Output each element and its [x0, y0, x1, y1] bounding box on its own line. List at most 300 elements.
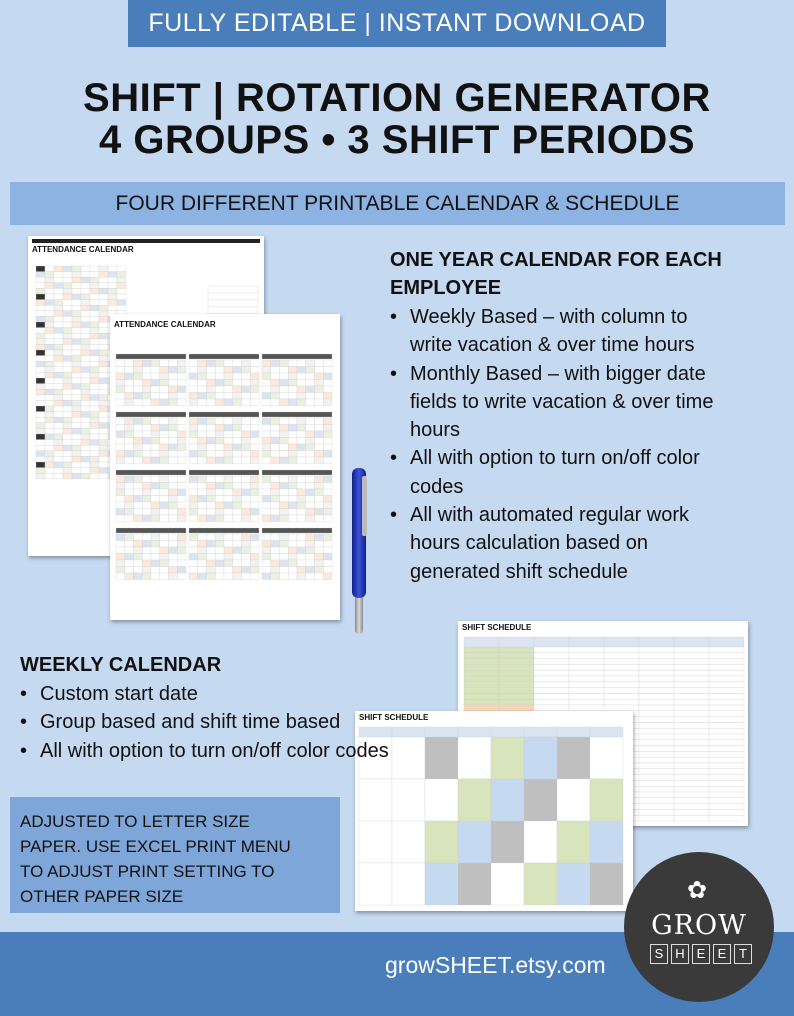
grid-cell	[674, 751, 709, 757]
grid-cell	[215, 425, 224, 432]
grid-cell	[359, 779, 392, 821]
grid-cell	[709, 670, 744, 676]
grid-cell	[215, 496, 224, 503]
grid-cell	[169, 534, 178, 541]
grid-cell	[674, 637, 709, 647]
grid-cell	[54, 339, 63, 345]
grid-cell	[189, 360, 198, 367]
grid-cell	[534, 693, 569, 699]
grid-cell	[151, 560, 160, 567]
grid-cell	[250, 457, 259, 464]
grid-cell	[36, 456, 45, 462]
grid-cell	[142, 496, 151, 503]
grid-cell	[499, 688, 534, 694]
grid-cell	[499, 693, 534, 699]
grid-cell	[99, 266, 108, 272]
grid-cell	[280, 534, 289, 541]
grid-cell	[280, 489, 289, 496]
grid-cell	[590, 863, 623, 905]
grid-cell	[63, 300, 72, 306]
grid-cell	[674, 798, 709, 804]
grid-cell	[709, 705, 744, 711]
grid-cell	[169, 360, 178, 367]
grid-cell	[90, 378, 99, 384]
grid-cell	[45, 266, 54, 272]
grid-cell	[108, 272, 117, 278]
grid-cell	[639, 693, 674, 699]
grid-cell	[81, 440, 90, 446]
grid-cell	[116, 509, 125, 516]
grid-cell	[134, 476, 143, 483]
grid-cell	[151, 393, 160, 400]
grid-cell	[189, 560, 198, 567]
grid-cell	[233, 457, 242, 464]
grid-cell	[177, 502, 186, 509]
grid-cell	[709, 664, 744, 670]
grid-cell	[524, 727, 557, 737]
grid-cell	[177, 554, 186, 561]
grid-cell	[125, 489, 134, 496]
grid-cell	[63, 456, 72, 462]
grid-cell	[315, 431, 324, 438]
grid-cell	[215, 380, 224, 387]
grid-cell	[63, 333, 72, 339]
grid-cell	[207, 367, 216, 374]
grid-cell	[323, 425, 332, 432]
grid-cell	[499, 653, 534, 659]
grid-cell	[142, 393, 151, 400]
grid-cell	[169, 496, 178, 503]
grid-cell	[90, 350, 99, 356]
grid-cell	[169, 380, 178, 387]
grid-cell	[36, 428, 45, 434]
grid-cell	[207, 431, 216, 438]
grid-cell	[709, 804, 744, 810]
grid-cell	[81, 356, 90, 362]
grid-cell	[315, 438, 324, 445]
grid-cell	[189, 515, 198, 522]
grid-cell	[315, 547, 324, 554]
grid-cell	[90, 333, 99, 339]
grid-cell	[45, 389, 54, 395]
grid-cell	[142, 515, 151, 522]
grid-cell	[54, 344, 63, 350]
grid-cell	[288, 541, 297, 548]
grid-cell	[72, 456, 81, 462]
grid-cell	[116, 547, 125, 554]
grid-cell	[590, 737, 623, 779]
grid-cell	[425, 863, 458, 905]
grid-cell	[198, 444, 207, 451]
grid-cell	[90, 440, 99, 446]
grid-cell	[99, 305, 108, 311]
grid-cell	[590, 727, 623, 737]
grid-cell	[63, 400, 72, 406]
shift-schedule-title-front: SHIFT SCHEDULE	[359, 713, 429, 722]
grid-cell	[54, 372, 63, 378]
grid-cell	[464, 682, 499, 688]
grid-cell	[288, 444, 297, 451]
grid-cell	[189, 502, 198, 509]
grid-cell	[160, 386, 169, 393]
grid-cell	[117, 277, 126, 283]
grid-cell	[36, 468, 45, 474]
grid-cell	[90, 384, 99, 390]
grid-cell	[99, 350, 108, 356]
grid-cell	[90, 456, 99, 462]
grid-cell	[169, 567, 178, 574]
grid-cell	[36, 434, 45, 440]
grid-cell	[491, 779, 524, 821]
grid-cell	[160, 367, 169, 374]
grid-cell	[36, 294, 45, 300]
grid-cell	[45, 305, 54, 311]
grid-cell	[72, 283, 81, 289]
grid-cell	[63, 294, 72, 300]
grid-cell	[90, 434, 99, 440]
grid-cell	[639, 780, 674, 786]
grid-cell	[242, 560, 251, 567]
grid-cell	[315, 457, 324, 464]
grid-cell	[99, 316, 108, 322]
grid-cell	[116, 534, 125, 541]
grid-cell	[604, 705, 639, 711]
grid-cell	[499, 670, 534, 676]
grid-cell	[224, 425, 233, 432]
grid-cell	[198, 560, 207, 567]
grid-cell	[639, 705, 674, 711]
grid-cell	[81, 311, 90, 317]
grid-cell	[306, 547, 315, 554]
grid-cell	[99, 361, 108, 367]
grid-cell	[189, 418, 198, 425]
grid-cell	[54, 361, 63, 367]
grid-cell	[215, 360, 224, 367]
grid-cell	[142, 489, 151, 496]
grid-cell	[262, 502, 271, 509]
grid-cell	[160, 483, 169, 490]
grid-cell	[99, 445, 108, 451]
grid-cell	[323, 367, 332, 374]
grid-cell	[63, 389, 72, 395]
grid-cell	[169, 373, 178, 380]
grid-cell	[271, 496, 280, 503]
grid-cell	[117, 300, 126, 306]
grid-cell	[280, 431, 289, 438]
grid-cell	[160, 438, 169, 445]
grid-cell	[458, 779, 491, 821]
grid-cell	[189, 534, 198, 541]
grid-cell	[306, 483, 315, 490]
grid-cell	[250, 534, 259, 541]
grid-cell	[224, 380, 233, 387]
grid-cell	[297, 483, 306, 490]
grid-cell	[81, 277, 90, 283]
grid-cell	[534, 682, 569, 688]
grid-cell	[36, 283, 45, 289]
grid-cell	[81, 451, 90, 457]
grid-cell	[72, 367, 81, 373]
grid-cell	[45, 294, 54, 300]
grid-cell	[288, 386, 297, 393]
grid-cell	[639, 728, 674, 734]
grid-cell	[142, 451, 151, 458]
grid-cell	[224, 502, 233, 509]
weekly-calendar-bullets	[20, 680, 450, 765]
grid-cell	[271, 554, 280, 561]
grid-cell	[36, 445, 45, 451]
grid-cell	[99, 400, 108, 406]
grid-cell	[54, 266, 63, 272]
grid-cell	[297, 560, 306, 567]
grid-cell	[315, 418, 324, 425]
grid-cell	[262, 547, 271, 554]
grid-cell	[90, 468, 99, 474]
grid-cell	[215, 489, 224, 496]
grid-cell	[280, 444, 289, 451]
grid-cell	[315, 567, 324, 574]
grid-cell	[151, 496, 160, 503]
grid-cell	[323, 476, 332, 483]
grid-cell	[177, 483, 186, 490]
grid-cell	[323, 567, 332, 574]
grid-cell	[189, 386, 198, 393]
grid-cell	[90, 395, 99, 401]
grid-cell	[36, 412, 45, 418]
grid-cell	[323, 380, 332, 387]
grid-cell	[125, 425, 134, 432]
grid-cell	[177, 380, 186, 387]
grid-cell	[224, 560, 233, 567]
grid-cell	[233, 399, 242, 406]
grid-cell	[280, 393, 289, 400]
grid-cell	[709, 659, 744, 665]
grid-cell	[233, 509, 242, 516]
grid-cell	[323, 373, 332, 380]
grid-cell	[177, 438, 186, 445]
grid-cell	[534, 653, 569, 659]
grid-cell	[99, 473, 108, 479]
grid-cell	[271, 547, 280, 554]
grid-cell	[262, 515, 271, 522]
grid-cell	[297, 451, 306, 458]
grid-cell	[306, 567, 315, 574]
grid-cell	[271, 534, 280, 541]
grid-cell	[499, 676, 534, 682]
grid-cell	[134, 431, 143, 438]
grid-cell	[177, 360, 186, 367]
grid-cell	[198, 515, 207, 522]
grid-cell	[639, 775, 674, 781]
grid-cell	[99, 395, 108, 401]
grid-cell	[323, 515, 332, 522]
grid-cell	[36, 316, 45, 322]
grid-cell	[99, 322, 108, 328]
grid-cell	[315, 451, 324, 458]
grid-cell	[297, 425, 306, 432]
grid-cell	[262, 380, 271, 387]
grid-cell	[81, 456, 90, 462]
grid-cell	[323, 457, 332, 464]
grid-cell	[72, 434, 81, 440]
grid-cell	[306, 573, 315, 580]
grid-cell	[242, 496, 251, 503]
grid-cell	[233, 431, 242, 438]
grid-cell	[297, 431, 306, 438]
grid-cell	[233, 496, 242, 503]
grid-cell	[499, 705, 534, 711]
grid-cell	[262, 354, 332, 359]
year-calendar-heading-1: ONE YEAR CALENDAR FOR EACH	[390, 249, 722, 271]
attendance-calendar-preview-front	[110, 314, 340, 620]
grid-cell	[198, 425, 207, 432]
shop-url[interactable]: growSHEET.etsy.com	[385, 952, 606, 978]
grid-cell	[177, 444, 186, 451]
grid-cell	[54, 305, 63, 311]
grid-cell	[709, 637, 744, 647]
grid-cell	[207, 483, 216, 490]
grid-cell	[45, 384, 54, 390]
grid-cell	[315, 360, 324, 367]
grid-cell	[233, 547, 242, 554]
grid-cell	[45, 367, 54, 373]
grid-cell	[169, 444, 178, 451]
grid-cell	[674, 746, 709, 752]
grid-cell	[639, 659, 674, 665]
grid-cell	[262, 489, 271, 496]
grid-cell	[639, 711, 674, 717]
grid-cell	[271, 567, 280, 574]
grid-cell	[116, 431, 125, 438]
grid-cell	[242, 534, 251, 541]
grid-cell	[315, 399, 324, 406]
grid-cell	[90, 423, 99, 429]
grid-cell	[125, 515, 134, 522]
grid-cell	[639, 751, 674, 757]
grid-cell	[280, 360, 289, 367]
grid-cell	[45, 445, 54, 451]
grid-cell	[151, 399, 160, 406]
grid-cell	[116, 380, 125, 387]
grid-cell	[604, 682, 639, 688]
grid-cell	[36, 277, 45, 283]
grid-cell	[160, 489, 169, 496]
grid-cell	[306, 560, 315, 567]
grid-cell	[36, 451, 45, 457]
grid-cell	[72, 428, 81, 434]
grid-cell	[208, 300, 258, 307]
grid-cell	[392, 863, 425, 905]
grid-cell	[297, 457, 306, 464]
grid-cell	[125, 483, 134, 490]
grid-cell	[271, 386, 280, 393]
grid-cell	[224, 373, 233, 380]
grid-cell	[709, 769, 744, 775]
grid-cell	[81, 417, 90, 423]
grid-cell	[569, 653, 604, 659]
grid-cell	[72, 361, 81, 367]
grid-cell	[224, 444, 233, 451]
grid-cell	[72, 445, 81, 451]
grid-cell	[306, 373, 315, 380]
grid-cell	[639, 717, 674, 723]
grid-cell	[233, 386, 242, 393]
grid-cell	[54, 473, 63, 479]
grid-cell	[134, 541, 143, 548]
grid-cell	[250, 515, 259, 522]
grid-cell	[54, 445, 63, 451]
grid-cell	[569, 688, 604, 694]
grid-cell	[280, 476, 289, 483]
grid-cell	[36, 288, 45, 294]
grid-cell	[45, 451, 54, 457]
grid-cell	[160, 373, 169, 380]
grid-cell	[288, 554, 297, 561]
grid-cell	[499, 664, 534, 670]
grid-cell	[177, 373, 186, 380]
grid-cell	[177, 541, 186, 548]
grid-cell	[709, 734, 744, 740]
grid-cell	[262, 412, 332, 417]
grid-cell	[160, 534, 169, 541]
grid-cell	[639, 815, 674, 821]
grid-cell	[271, 451, 280, 458]
grid-cell	[242, 380, 251, 387]
grid-cell	[280, 483, 289, 490]
grid-cell	[215, 554, 224, 561]
grid-cell	[134, 444, 143, 451]
grid-cell	[458, 821, 491, 863]
grid-cell	[198, 547, 207, 554]
grid-cell	[45, 272, 54, 278]
pen-tip	[355, 598, 363, 634]
grid-cell	[125, 431, 134, 438]
grid-cell	[189, 541, 198, 548]
grid-cell	[54, 333, 63, 339]
grid-cell	[116, 502, 125, 509]
grid-cell	[709, 757, 744, 763]
grid-cell	[90, 389, 99, 395]
grid-cell	[198, 438, 207, 445]
grid-cell	[81, 462, 90, 468]
grid-cell	[224, 509, 233, 516]
grid-cell	[72, 333, 81, 339]
grid-cell	[151, 386, 160, 393]
grid-cell	[569, 699, 604, 705]
grid-cell	[81, 400, 90, 406]
grid-cell	[36, 440, 45, 446]
grid-cell	[63, 367, 72, 373]
grid-cell	[306, 380, 315, 387]
grid-cell	[224, 567, 233, 574]
grid-cell	[54, 389, 63, 395]
grid-cell	[639, 798, 674, 804]
grid-cell	[674, 717, 709, 723]
grid-cell	[134, 496, 143, 503]
grid-cell	[189, 496, 198, 503]
grid-cell	[709, 809, 744, 815]
grid-cell	[72, 322, 81, 328]
grid-cell	[99, 440, 108, 446]
grid-cell	[134, 457, 143, 464]
grid-cell	[72, 288, 81, 294]
grid-cell	[709, 751, 744, 757]
grid-cell	[151, 457, 160, 464]
grid-cell	[116, 386, 125, 393]
grid-cell	[189, 354, 259, 359]
grid-cell	[215, 476, 224, 483]
grid-cell	[288, 393, 297, 400]
